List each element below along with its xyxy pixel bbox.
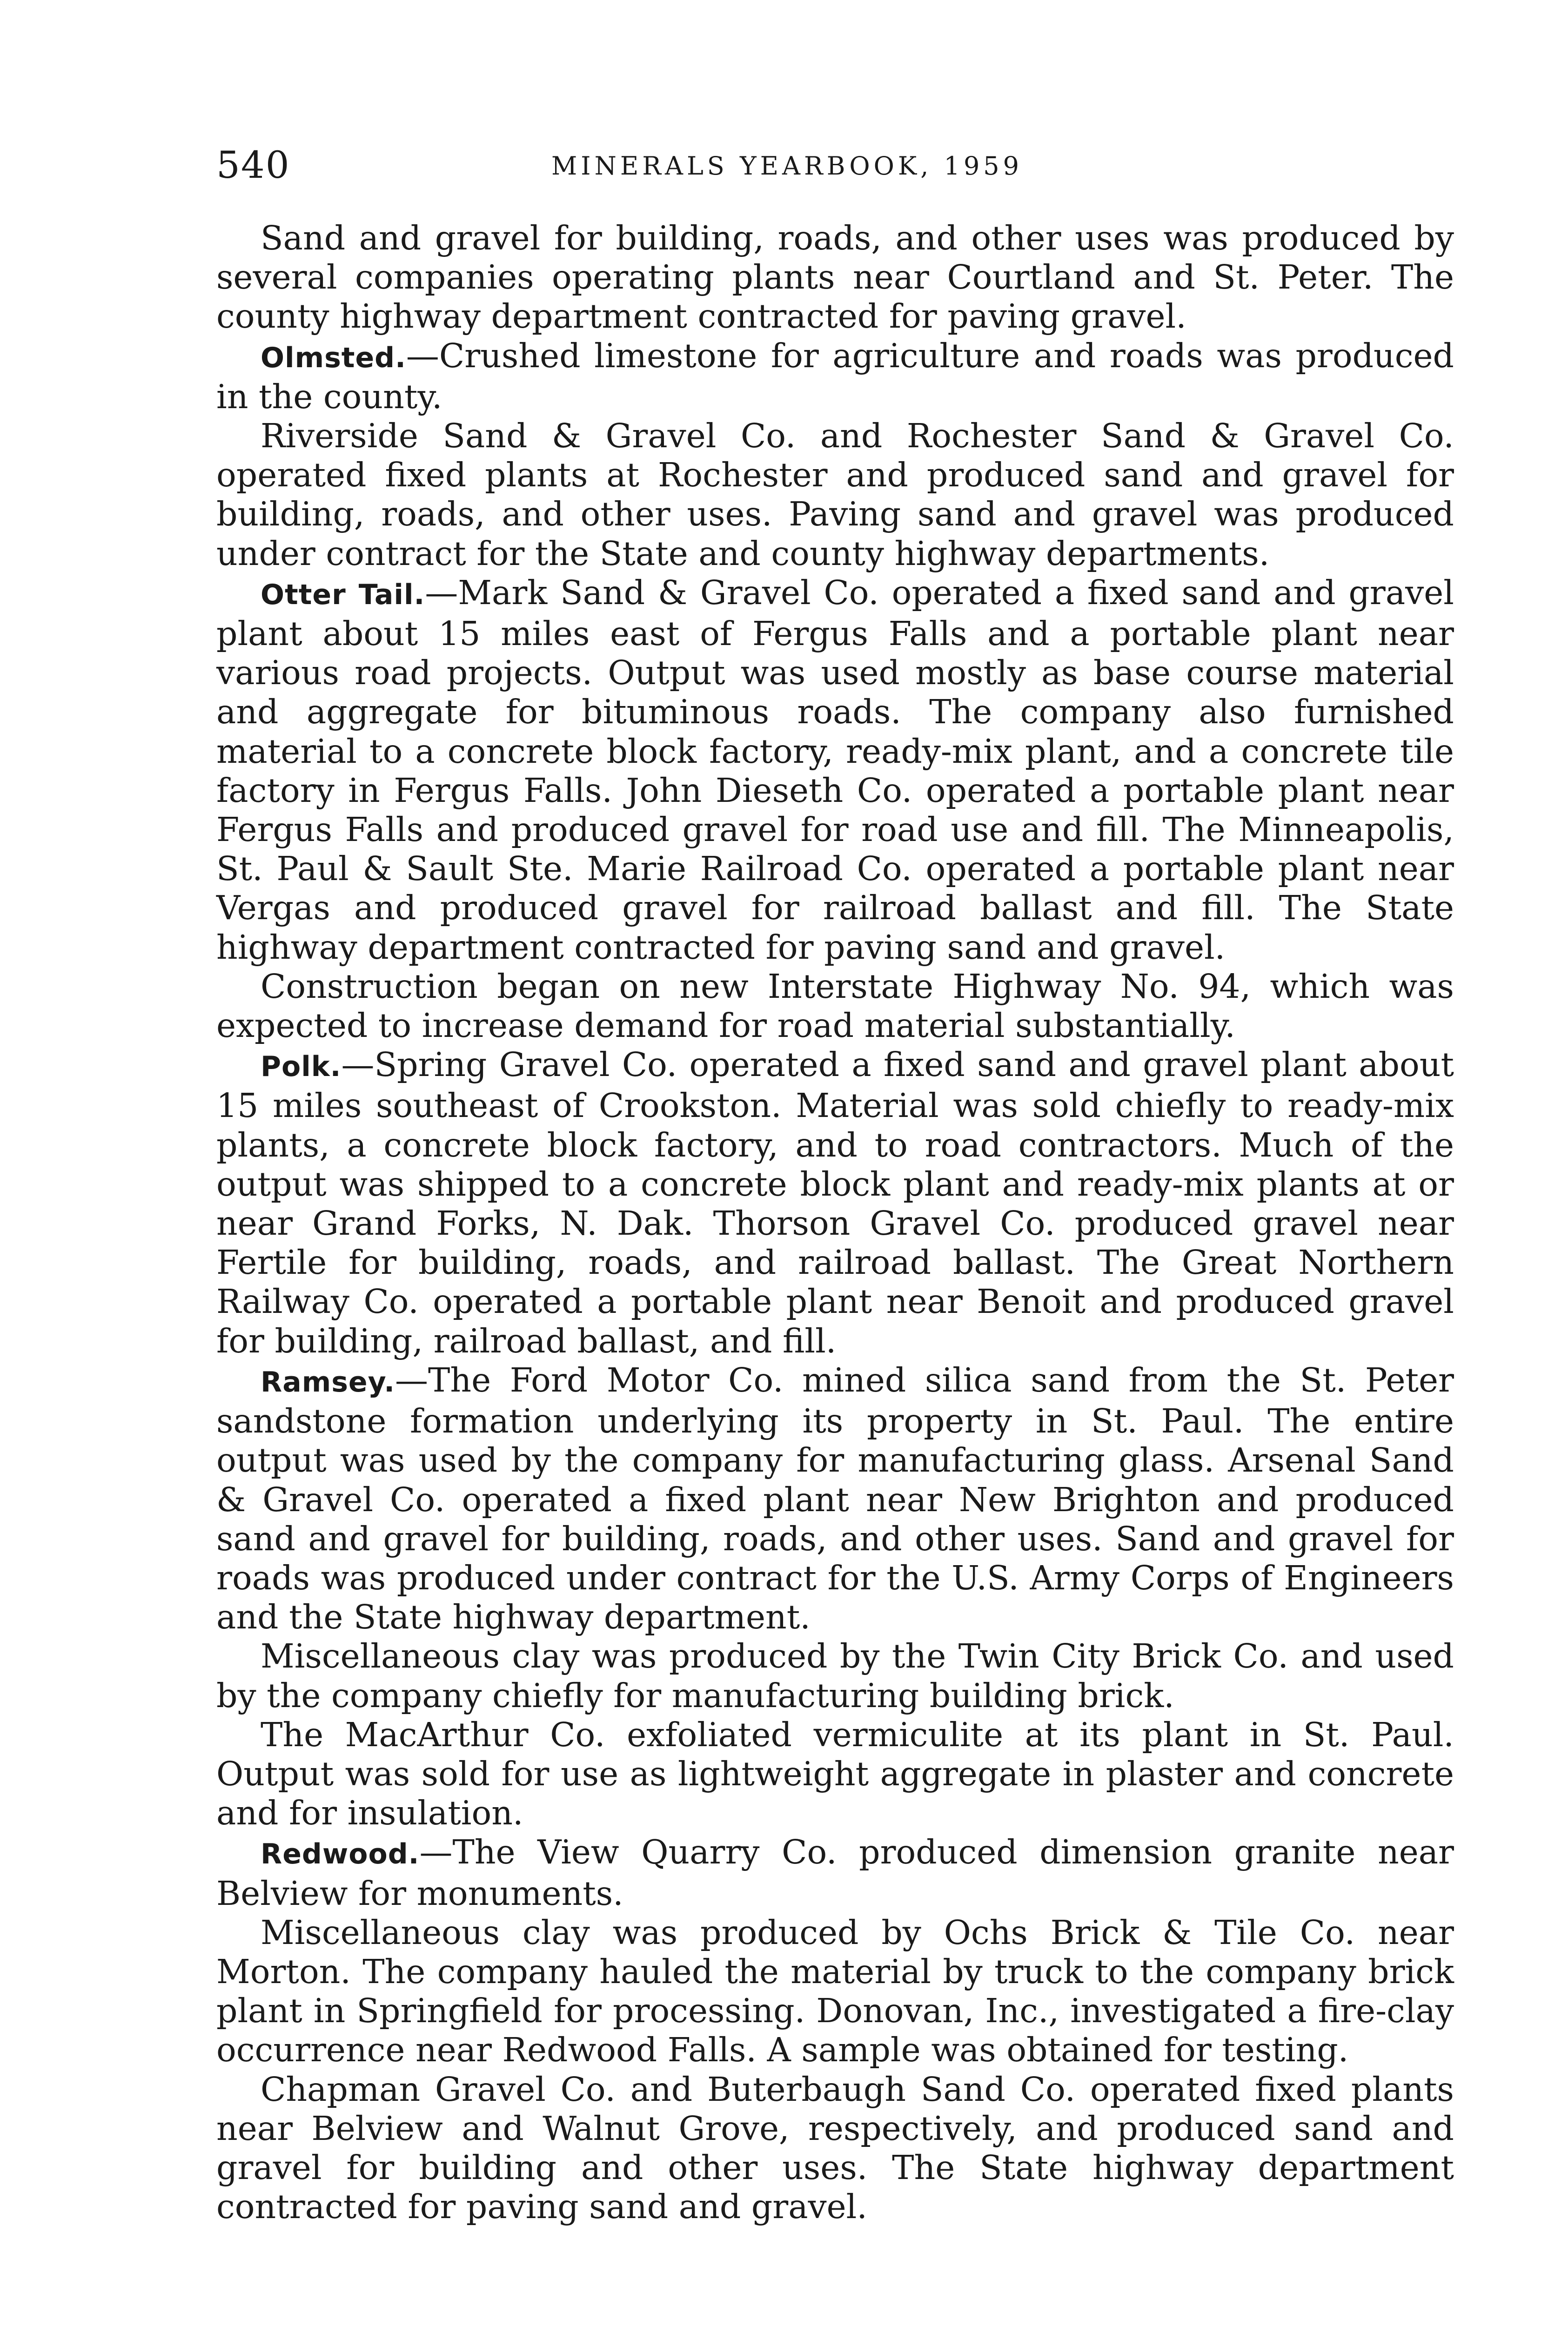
paragraph-text: —Spring Gravel Co. operated a fixed sand and gravel plant about 15 miles southeast of Crookston. Material was sold chiefly to ready-mix plants, a concrete block factory, and to road contractors. Much of the output was shipped to a concrete block plant and ready-mix plants at or near Grand Forks, N. Dak. Thorson Gravel Co. produced gravel near Fertile for building, roads, and railroad ballast. The Great Northern Railway Co. operated a portable plant near Benoit and produced gravel for building, railroad ballast, and fill. <box>216 1045 1454 1360</box>
journal-title: MINERALS YEARBOOK, 1959 <box>551 151 1023 181</box>
paragraph <box>216 1637 1454 1715</box>
county-heading: Ramsey. <box>261 1365 395 1399</box>
paragraph <box>216 1715 1454 1833</box>
paragraph <box>216 219 1454 336</box>
paragraph <box>216 1361 1454 1637</box>
paragraph-text: Miscellaneous clay was produced by the Twin City Brick Co. and used by the company chiefly for manufacturing building brick. <box>216 1637 1454 1715</box>
paragraph <box>216 573 1454 967</box>
county-heading: Redwood. <box>261 1838 420 1871</box>
paragraph <box>216 2070 1454 2227</box>
county-heading: Polk. <box>261 1050 342 1083</box>
page-number: 540 <box>216 143 290 187</box>
paragraph-text: —Crushed limestone for agriculture and roads was produced in the county. <box>216 336 1454 416</box>
body-text <box>216 219 1454 2226</box>
paragraph <box>216 1833 1454 1913</box>
paragraph <box>216 336 1454 417</box>
paragraph <box>216 417 1454 573</box>
county-heading: Olmsted. <box>261 341 406 374</box>
paragraph-text: Sand and gravel for building, roads, and other uses was produced by several companies operating plants near Courtland and St. Peter. The county highway department contracted for paving gravel. <box>216 219 1454 336</box>
paragraph-text: —The Ford Motor Co. mined silica sand from the St. Peter sandstone formation underlying its property in St. Paul. The entire output was used by the company for manufacturing glass. Arsenal Sand & Gravel Co. operated a fixed plant near New Brighton and produced sand and gravel for building, roads, and other uses. Sand and gravel for roads was produced under contract for the U.S. Army Corps of Engineers and the State highway department. <box>216 1360 1454 1637</box>
paragraph <box>216 967 1454 1045</box>
paragraph-text: Miscellaneous clay was produced by Ochs Brick & Tile Co. near Morton. The company hauled the material by truck to the company brick plant in Springfield for processing. Donovan, Inc., investigated a fire-clay occurrence near Redwood Falls. A sample was obtained for testing. <box>216 1913 1454 2070</box>
paragraph-text: The MacArthur Co. exfoliated vermiculite at its plant in St. Paul. Output was sold for use as lightweight aggregate in plaster and concrete and for insulation. <box>216 1715 1454 1833</box>
paragraph-text: —Mark Sand & Gravel Co. operated a fixed sand and gravel plant about 15 miles east of Fergus Falls and a portable plant near various road projects. Output was used mostly as base course material and aggregate for bituminous roads. The company also furnished material to a concrete block factory, ready-mix plant, and a concrete tile factory in Fergus Falls. John Dieseth Co. operated a portable plant near Fergus Falls and produced gravel for road use and fill. The Minneapolis, St. Paul & Sault Ste. Marie Railroad Co. operated a portable plant near Vergas and produced gravel for railroad ballast and fill. The State highway department contracted for paving sand and gravel. <box>216 573 1454 967</box>
paragraph-text: Chapman Gravel Co. and Buterbaugh Sand Co. operated fixed plants near Belview and Walnut Grove, respectively, and produced sand and gravel for building and other uses. The State highway department contracted for paving sand and gravel. <box>216 2070 1454 2226</box>
paragraph-text: —The View Quarry Co. produced dimension granite near Belview for monuments. <box>216 1833 1454 1913</box>
paragraph <box>216 1913 1454 2070</box>
paragraph <box>216 1045 1454 1361</box>
county-heading: Otter Tail. <box>261 578 425 611</box>
paragraph-text: Riverside Sand & Gravel Co. and Rochester Sand & Gravel Co. operated fixed plants at Rochester and produced sand and gravel for building, roads, and other uses. Paving sand and gravel was produced under contract for the State and county highway departments. <box>216 417 1454 573</box>
paragraph-text: Construction began on new Interstate Highway No. 94, which was expected to increase demand for road material substantially. <box>216 967 1454 1045</box>
running-head <box>216 140 1454 195</box>
